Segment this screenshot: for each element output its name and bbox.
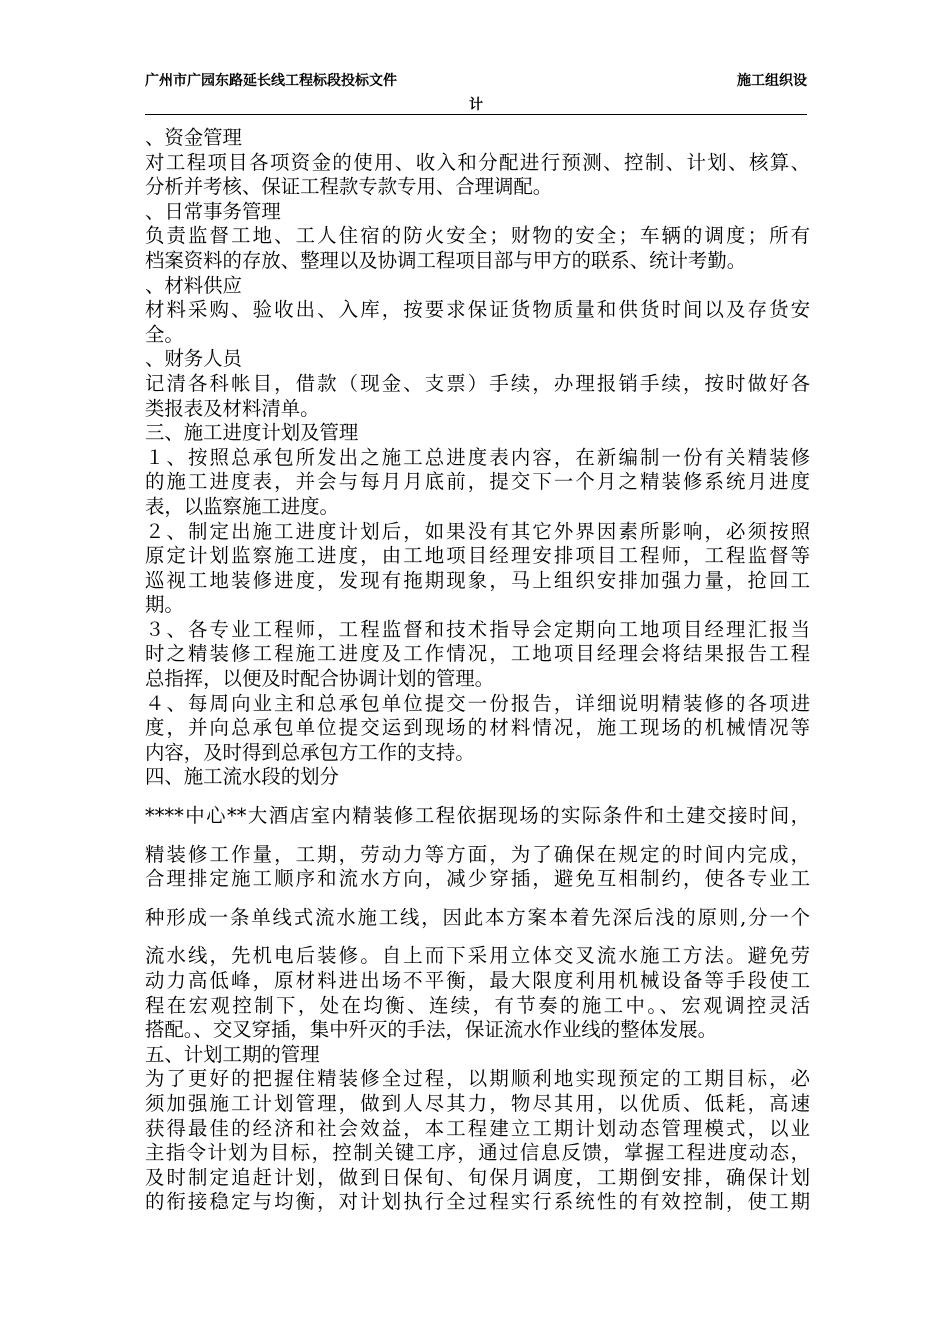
text-line: 搭配。、交叉穿插，集中歼灭的手法，保证流水作业线的整体发展。 [145,1018,718,1042]
text-line: 表，以监察施工进度。 [145,494,339,518]
text-line: 五、计划工期的管理 [145,1042,320,1066]
text-line: 、日常事务管理 [145,199,281,223]
text-line: ****中心**大酒店室内精装修工程依据现场的实际条件和土建交接时间， [145,804,810,828]
text-line: ３、各专业工程师，工程监督和技术指导会定期向工地项目经理汇报当 [145,617,810,641]
text-line: 主指令计划为目标，控制关键工序，通过信息反馈，掌握工程进度动态， [145,1141,810,1165]
text-line: 记清各科帐目，借款（现金、支票）手续，办理报销手续，按时做好各 [145,371,810,395]
text-line: 档案资料的存放、整理以及协调工程项目部与甲方的联系、统计考勤。 [145,248,747,272]
header-section: 施工组织设 [737,73,807,89]
text-line: 总指挥，以便及时配合协调计划的管理。 [145,667,495,691]
text-line: 精装修工作量，工期，劳动力等方面，为了确保在规定的时间内完成， [145,842,810,866]
header-section-cont: 计 [469,97,483,113]
text-line: 四、施工流水段的划分 [145,765,339,789]
text-line: 的施工进度表，并会与每月月底前，提交下一个月之精装修系统月进度 [145,470,810,494]
paragraph-gap [145,930,810,944]
text-line: 材料采购、验收出、入库，按要求保证货物质量和供货时间以及存货安 [145,298,810,322]
text-line: 获得最佳的经济和社会效益，本工程建立工期计划动态管理模式，以业 [145,1116,810,1140]
text-line: 的衔接稳定与均衡，对计划执行全过程实行系统性的有效控制，使工期 [145,1190,810,1214]
header-rule [145,114,807,115]
text-line: ２、制定出施工进度计划后，如果没有其它外界因素所影响，必须按照 [145,519,810,543]
text-line: 及时制定追赶计划，做到日保旬、旬保月调度，工期倒安排，确保计划 [145,1165,810,1189]
text-line: 三、施工进度计划及管理 [145,421,359,445]
text-line: ４、每周向业主和总承包单位提交一份报告，详细说明精装修的各项进 [145,691,810,715]
document-body [145,126,810,1215]
text-line: 、资金管理 [145,126,242,149]
paragraph-gap [145,790,810,804]
text-line: １、按照总承包所发出之施工总进度表内容，在新编制一份有关精装修 [145,445,810,469]
text-line: 、财务人员 [145,347,242,371]
text-line: 全。 [145,322,184,346]
text-line: 须加强施工计划管理，做到人尽其力，物尽其用，以优质、低耗，高速 [145,1091,810,1115]
paragraph-gap [145,829,810,843]
paragraph-gap [145,892,810,906]
text-line: 程在宏观控制下，处在均衡、连续，有节奏的施工中。、宏观调控灵活 [145,993,810,1017]
text-line: 巡视工地装修进度，发现有拖期现象，马上组织安排加强力量，抢回工 [145,568,810,592]
text-line: 、材料供应 [145,273,242,297]
text-line: 负责监督工地、工人住宿的防火安全；财物的安全；车辆的调度；所有 [145,224,810,248]
text-line: 对工程项目各项资金的使用、收入和分配进行预测、控制、计划、核算、 [145,150,810,174]
page-header [145,70,807,114]
text-line: 时之精装修工程施工进度及工作情况，工地项目经理会将结果报告工程 [145,642,810,666]
text-line: 为了更好的把握住精装修全过程，以期顺利地实现预定的工期目标，必 [145,1067,810,1091]
text-line: 期。 [145,593,184,617]
text-line: 类报表及材料清单。 [145,396,320,420]
text-line: 原定计划监察施工进度，由工地项目经理安排项目工程师，工程监督等 [145,544,810,568]
text-line: 种形成一条单线式流水施工线，因此本方案本着先深后浅的原则,分一个 [145,905,810,929]
text-line: 分析并考核、保证工程款专款专用、合理调配。 [145,175,553,199]
text-line: 流水线，先机电后装修。自上而下采用立体交叉流水施工方法。避免劳 [145,944,810,968]
header-title: 广州市广园东路延长线工程标段投标文件 [145,73,397,89]
text-line: 内容，及时得到总承包方工作的支持。 [145,740,475,764]
text-line: 动力高低峰，原材料进出场不平衡，最大限度利用机械设备等手段使工 [145,969,810,992]
text-line: 合理排定施工顺序和流水方向，减少穿插，避免互相制约，使各专业工 [145,867,810,891]
text-line: 度，并向总承包单位提交运到现场的材料情况，施工现场的机械情况等 [145,716,810,740]
